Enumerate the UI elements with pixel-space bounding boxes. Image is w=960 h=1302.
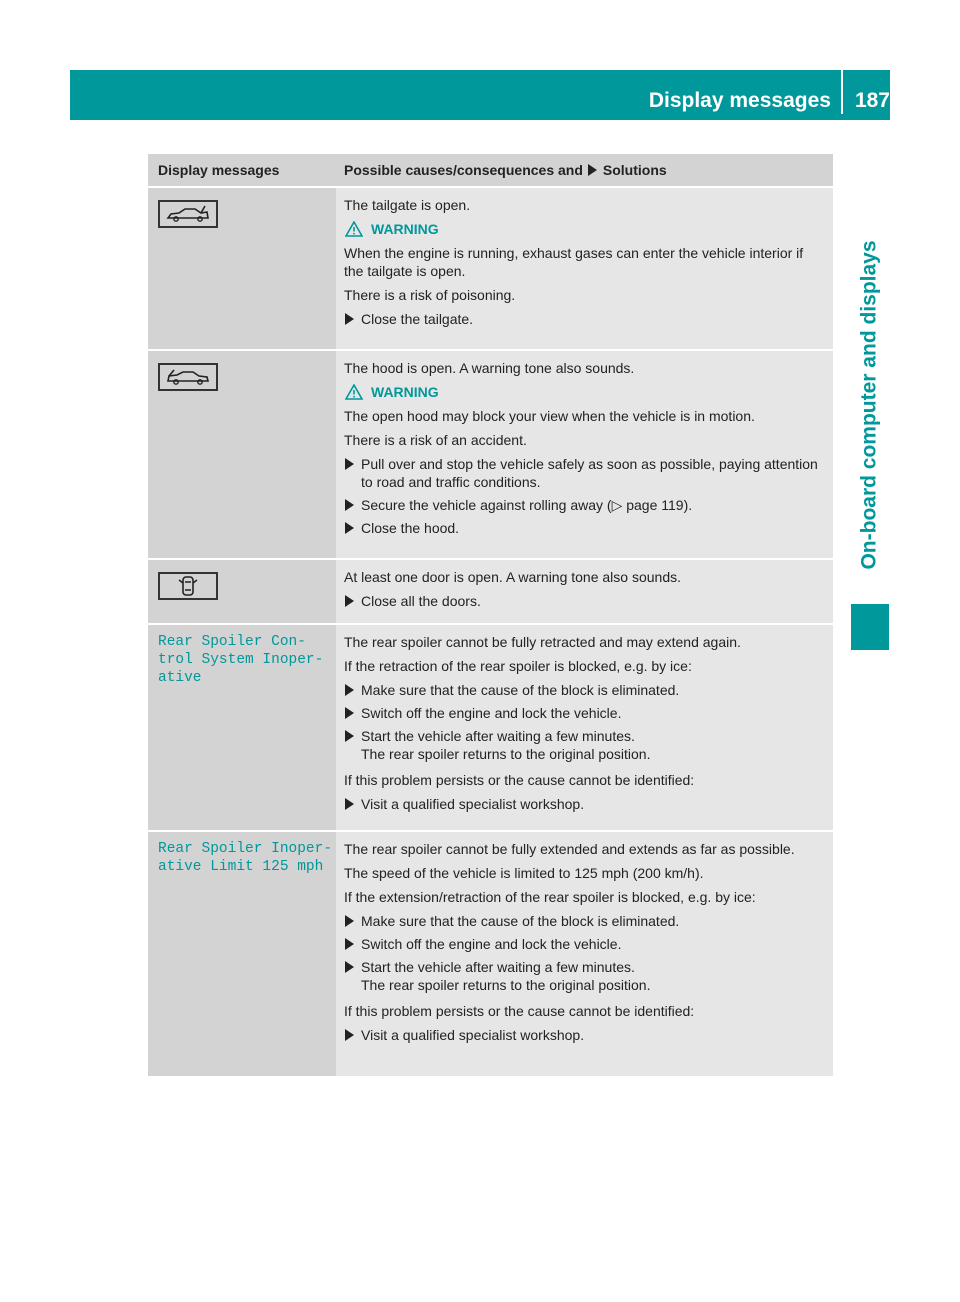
page-number: 187: [854, 89, 890, 112]
table-row: [148, 623, 833, 830]
row-detail: If the extension/retraction of the rear spoiler is blocked, e.g. by ice:: [344, 889, 756, 905]
warning-triangle-icon: [345, 221, 363, 237]
step-note: The rear spoiler returns to the original position.: [361, 746, 651, 762]
header-divider: [841, 68, 843, 114]
action-arrow-icon: [345, 707, 354, 719]
action-arrow-icon: [345, 1029, 354, 1041]
action-step: Start the vehicle after waiting a few minutes.: [344, 727, 825, 745]
action-arrow-icon: [345, 915, 354, 927]
speed-text: The speed of the vehicle is limited to 125 mph (200 km/h).: [344, 865, 704, 881]
table-row: [148, 830, 833, 1076]
action-arrow-icon: [588, 164, 597, 176]
action-step: Make sure that the cause of the block is eliminated.: [344, 912, 825, 930]
persist-text: If this problem persists or the cause cannot be identified:: [344, 772, 695, 788]
page-header: [649, 88, 890, 114]
action-step: Visit a qualified specialist workshop.: [344, 1026, 825, 1044]
door-open-icon: [158, 572, 218, 600]
action-step: Pull over and stop the vehicle safely as soon as possible, paying attention to road and traffic conditions.: [344, 455, 825, 491]
action-step: Make sure that the cause of the block is eliminated.: [344, 681, 825, 699]
action-arrow-icon: [345, 313, 354, 325]
action-step: Switch off the engine and lock the vehicle.: [344, 935, 825, 953]
row-intro: The tailgate is open.: [344, 197, 471, 213]
row-intro: The hood is open. A warning tone also sounds.: [344, 360, 635, 376]
risk-text: There is a risk of poisoning.: [344, 287, 516, 303]
action-arrow-icon: [345, 499, 354, 511]
row-intro: The rear spoiler cannot be fully retracted and may extend again.: [344, 634, 741, 650]
action-arrow-icon: [345, 730, 354, 742]
display-message-text: Rear Spoiler Con‑ trol System Inoper‑ ative: [158, 634, 324, 686]
col-header-messages: Display messages: [158, 162, 280, 178]
action-step: Switch off the engine and lock the vehicle.: [344, 704, 825, 722]
action-arrow-icon: [345, 684, 354, 696]
action-arrow-icon: [345, 798, 354, 810]
display-message-text: Rear Spoiler Inoper‑ ative Limit 125 mph: [158, 841, 333, 875]
col-header-solutions: Possible causes/consequences and Solutions: [344, 162, 667, 178]
chapter-label: On-board computer and displays: [858, 240, 881, 570]
action-arrow-icon: [345, 458, 354, 470]
display-messages-table: [148, 154, 833, 1076]
table-header: [148, 154, 833, 186]
action-arrow-icon: [345, 961, 354, 973]
table-row: [148, 349, 833, 558]
table-row: [148, 558, 833, 623]
action-step: Secure the vehicle against rolling away (▷ page 119).: [344, 496, 825, 514]
table-row: [148, 186, 833, 349]
action-arrow-icon: [345, 595, 354, 607]
action-arrow-icon: [345, 938, 354, 950]
page-title: Display messages: [648, 89, 831, 112]
chapter-side-tab: [851, 220, 889, 590]
hood-open-icon: [158, 363, 218, 391]
persist-text: If this problem persists or the cause cannot be identified:: [344, 1003, 695, 1019]
warning-heading: WARNING: [344, 220, 825, 238]
tailgate-open-icon: [158, 200, 218, 228]
warning-heading: WARNING: [344, 383, 825, 401]
warning-text: When the engine is running, exhaust gases can enter the vehicle interior if the tailgate is open.: [344, 245, 804, 279]
action-step: Close the hood.: [344, 519, 825, 537]
row-intro: At least one door is open. A warning tone also sounds.: [344, 569, 682, 585]
action-step: Close all the doors.: [344, 592, 825, 610]
step-note: The rear spoiler returns to the original position.: [361, 977, 651, 993]
row-intro: The rear spoiler cannot be fully extended and extends as far as possible.: [344, 841, 795, 857]
row-detail: If the retraction of the rear spoiler is blocked, e.g. by ice:: [344, 658, 692, 674]
warning-text: The open hood may block your view when the vehicle is in motion.: [344, 408, 755, 424]
action-step: Close the tailgate.: [344, 310, 825, 328]
action-step: Visit a qualified specialist workshop.: [344, 795, 825, 813]
action-step: Start the vehicle after waiting a few minutes.: [344, 958, 825, 976]
risk-text: There is a risk of an accident.: [344, 432, 527, 448]
action-arrow-icon: [345, 522, 354, 534]
chapter-marker: [851, 604, 889, 650]
warning-triangle-icon: [345, 384, 363, 400]
